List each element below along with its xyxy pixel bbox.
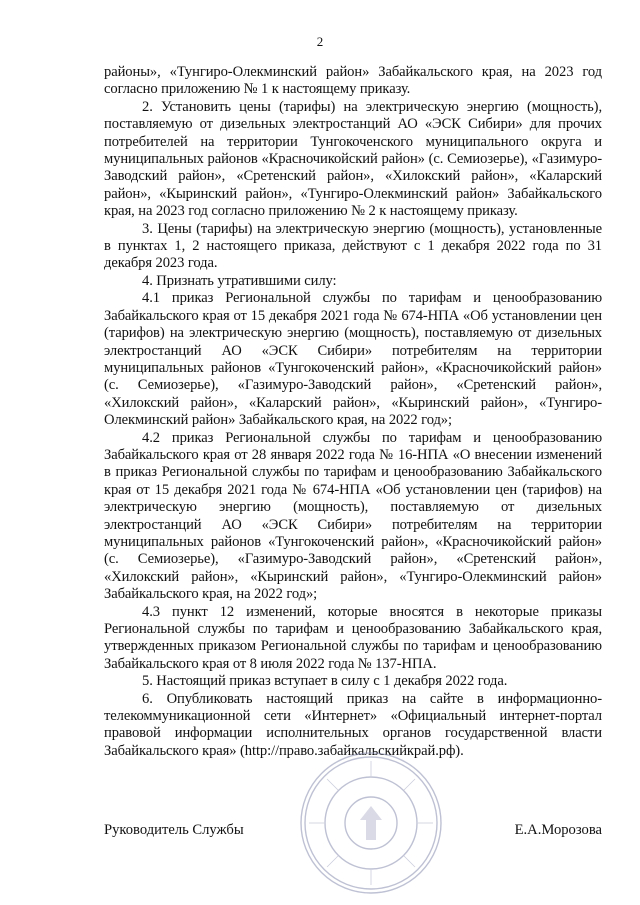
paragraph-continuation: районы», «Тунгиро-Олекминский район» Забайкальского края, на 2023 год согласно приложению № 1 к настоящему приказу. (104, 64, 602, 98)
paragraph-item-5: 5. Настоящий приказ вступает в силу с 1 декабря 2022 года. (142, 673, 508, 690)
signatory-position: Руководитель Службы (104, 822, 244, 838)
signatory-name: Е.А.Морозова (514, 822, 602, 838)
paragraph-item-2: 2. Установить цены (тарифы) на электрическую энергию (мощность), поставляемую от дизельных электростанций АО «ЭСК Сибири» для прочих потребителей на территории Тунгокоченского муниципального округа и муниципальных районов «Красночикойский район» (с. Семиозерье), «Газимуро-Заводский район», «Сретенский район», «Хилокский район», «Каларский район», «Кыринский район», «Тунгиро-Олекминский район» Забайкальского края, на 2023 год согласно приложению № 2 к настоящему приказу. (104, 98, 602, 220)
paragraph-item-4-1: 4.1 приказ Региональной службы по тарифам и ценообразованию Забайкальского края от 15 декабря 2021 года № 674-НПА «Об установлении цен (тарифов) на электрическую энергию (мощность), поставляемую от дизельных электростанций АО «ЭСК Сибири» потребителям на территории муниципальных районов «Тунгокоченский район», «Красночикойский район» (с. Семиозерье), «Газимуро-Заводский район», «Сретенский район», «Хилокский район», «Каларский район», «Кыринский район», «Тунгиро-Олекминский район» Забайкальского края, на 2022 год»; (104, 290, 602, 429)
page-number: 2 (316, 34, 324, 49)
paragraph-item-6: 6. Опубликовать настоящий приказ на сайте в информационно-телекоммуникационной сети «Интернет» «Официальный интернет-портал правовой информации исполнительных органов государственной власти Забайкальского края» (http://право.забайкальскийкрай.рф). (104, 690, 602, 759)
paragraph-item-3: 3. Цены (тарифы) на электрическую энергию (мощность), установленные в пунктах 1, 2 настоящего приказа, действуют с 1 декабря 2022 года по 31 декабря 2023 года. (104, 220, 602, 272)
paragraph-item-4-2: 4.2 приказ Региональной службы по тарифам и ценообразованию Забайкальского края от 28 января 2022 года № 16-НПА «О внесении изменений в приказ Региональной службы по тарифам и ценообразованию Забайкальского края от 15 декабря 2021 года № 674-НПА «Об установлении цен (тарифов) на электрическую энергию (мощность), поставляемую от дизельных электростанций АО «ЭСК Сибири» потребителям на территории муниципальных районов «Тунгокоченский район», «Красночикойский район» (с. Семиозерье), «Газимуро-Заводский район», «Сретенский район», «Хилокский район», «Кыринский район», «Тунгиро-Олекминский район» Забайкальского края, на 2022 год»; (104, 429, 602, 603)
signature-block (104, 822, 602, 839)
paragraph-item-4-3: 4.3 пункт 12 изменений, которые вносятся в некоторые приказы Региональной службы по тарифам и ценообразованию Забайкальского края, утвержденных приказом Региональной службы по тарифам и ценообразованию Забайкальского края от 8 июля 2022 года № 137-НПА. (104, 603, 602, 672)
document-body (104, 64, 602, 760)
paragraph-item-4: 4. Признать утратившими силу: (142, 272, 337, 289)
